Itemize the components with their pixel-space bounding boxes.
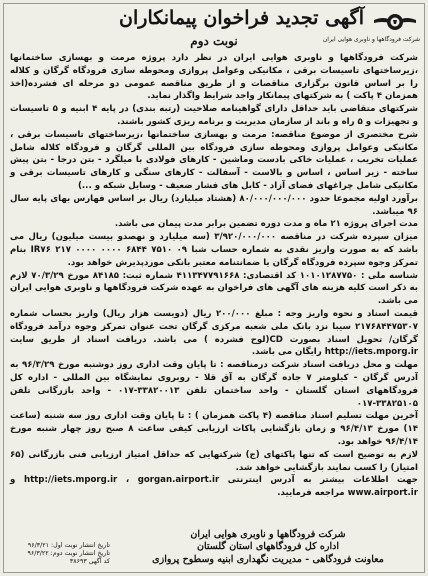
newspaper-clipping	[3, 3, 425, 573]
announcement-body	[10, 52, 418, 500]
paragraph-duration: مدت اجرای پروژه ۲۱ ماه و مدت دوره تضمین برابر مدت پیمان می باشد.	[114, 219, 418, 230]
paragraph-qualification: شرکتهای متقاضی باید حداقل دارای گواهینامه صلاحیت (رتبه بندی) در پایه ۴ ابنیه و ۵ تاسیسات و تجهیزات و ۵ راه و باند از سازمان مدیریت و برنامه ریزی کشور باشند.	[10, 104, 419, 127]
issuer-unit: معاونت فرودگاهی - مدیریت نگهداری ابنیه وسطوح پروازی	[152, 553, 384, 565]
paragraph-evaluation-note: لازم به توضیح است که تنها پاکتهای (ج) شرکتهایی که حداقل امتیاز ارزیابی فنی بازرگانی (۶۵ امتیاز) را کسب نمایند بازگشایی خواهد شد.	[10, 449, 418, 473]
paragraph-intro: شرکت فرودگاهها و ناوبری هوایی ایران در نظر دارد پروژه مرمت و بهسازی ساختمانها ،زیرساختهای تاسیسات برقی ، مکانیکی وعوامل پروازی ومحوطه سازی فرودگاه گرگان و کلاله را بر اساس قانون برگزاری مناقصات و از طریق مناقصه عمومی دو مرحله ای فشرده(اخذ همزمان ۴ پاکت ) به شرکتهای پیمانکار واجد شرایط واگذار نماید.	[10, 53, 418, 102]
issuer-department: اداره کل فرودگاههای استان گلستان	[197, 541, 339, 552]
paragraph-deadline-address: مهلت و محل دریافت اسناد شرکت درمناقصه : تا پایان وقت اداری روز دوشنبه مورخ ۹۶/۳/۲۹ به آدرس گرگان - کیلومتر ۷ جاده گرگان به آق قلا - روبروی نمایشگاه بین المللی - اداره کل فرودگاههای استان گلستان - واحد ساختمان تلفن ۳۳۸۲۰۰۱۳-۰۱۷ - واحد بازرگانی تلفن ۳۳۸۲۵۱۰۵-۰۱۷	[10, 360, 418, 409]
paragraph-more-info: جهت اطلاعات بیشتر به آدرس اینترنتی http://iets.mporg.ir ، gorgan.airport.ir و www.airport.ir مراجعه فرمایید.	[10, 475, 418, 499]
second-publication-date: تاریخ انتشار نوبت دوم: ۹۶/۳/۲۲	[27, 550, 110, 557]
paragraph-document-fee: قیمت اسناد و نحوه واریز وجه : مبلغ ۲۰۰/۰۰۰ ریال (دویست هزار ریال) واریز بحساب شماره ۲۱۷۶۸۴۴۷۵۳۰۷ سیبا نزد بانک ملی شعبه مرکزی گرگان تحت عنوان تمرکز وجوه درآمد فرودگاه گرگان/ تحویل اسناد بصورت CD(لوح فشرده ) می باشد. دریافت اسناد از طریق سایت http://iets.mporg.ir رایگان می باشد.	[10, 308, 418, 358]
airport-company-logo-icon	[372, 8, 418, 36]
paragraph-scope: شرح مختصری از موضوع مناقصه: مرمت و بهسازی ساختمانها ،زیرساختهای تاسیسات برقی ، مکانیکی وعوامل پروازی ومحوطه سازی فرودگاه بین المللی گرگان و فرودگاه کلاله شامل عملیات تخریب ، عملیات خاکی بادست وماشین - کارهای فولادی با میلگرد - بتن درجا - بتن پیش ساخته - زیر اساس ، اساس و بالاست - آسفالت - کارهای سنگی و کارهای تاسیسات برقی و مکانیکی شامل چراغهای فضای آزاد - کابل های فشار ضعیف - وسایل شبکه و ...)	[10, 129, 418, 191]
paragraph-estimate: برآورد اولیه مجموعا حدود ۸۰/۰۰۰/۰۰۰/۰۰۰ (هشتاد میلیارد) ریال بر اساس فهارس بهای پایه سال ۹۶ میباشد.	[10, 193, 419, 217]
issuer-signature-block	[118, 529, 418, 567]
ad-code: کد آگهی ۳۸۶۹۳	[69, 558, 110, 565]
issuer-company: شرکت فرودگاهها و ناوبری هوایی ایران	[190, 528, 346, 540]
paragraph-submission-deadline: آخرین مهلت تسلیم اسناد مناقصه (۴ پاکت همزمان ) : تا پایان وقت اداری روز سه شنبه (ساعت ۱۴) مورخ ۹۶/۴/۱۳ و زمان بازگشایی پاکات ارزیابی کیفی ساعت ۸ صبح روز چهار شنبه مورخ ۹۶/۴/۱۴ خواهد بود.	[10, 411, 418, 447]
first-publication-date: تاریخ انتشار نوبت اول: ۹۶/۳/۲۱	[27, 542, 110, 549]
announcement-round: نوبت دوم	[190, 34, 238, 48]
announcement-header	[4, 4, 424, 52]
publication-dates	[10, 542, 110, 566]
logo-caption: شرکت فرودگاهها و ناوبری هوایی ایران	[322, 36, 420, 43]
announcement-footer	[10, 520, 418, 566]
announcement-title: آگهی تجدید فراخوان پیمانکاران	[119, 7, 364, 29]
paragraph-deposit: میزان سپرده شرکت در مناقصه ۳/۹۲۰/۰۰۰/۰۰۰ (سه میلیارد و نهصدو بیست میلیون) ریال می باشد که به صورت واریز نقدی به شماره حساب شبا ۰۹ ۷۵۱۰ ۶۸۴۴ ۰۰۰۰ ۰۰۰۰ ۲۱۷ IR۷۶ بنام تمرکز وجوه سپرده فرودگاه گرگان یا ضمانتنامه معتبر بانکی موردپذیرش خواهد بود.	[10, 232, 418, 268]
paragraph-company-ids: شناسه ملی : ۱۰۱۰۱۲۸۷۷۵۰ کد اقتصادی: ۴۱۱۳۴۷۷۹۱۶۶۸ شماره ثبت: ۸۴۱۸۵ مورخ ۷۰/۳/۲۹ لازم به ذکر است کلیه هزینه های آگهی های فراخوان به عهده شرکت فرودگاهها و ناوبری هوایی ایران می باشد.	[10, 270, 418, 307]
